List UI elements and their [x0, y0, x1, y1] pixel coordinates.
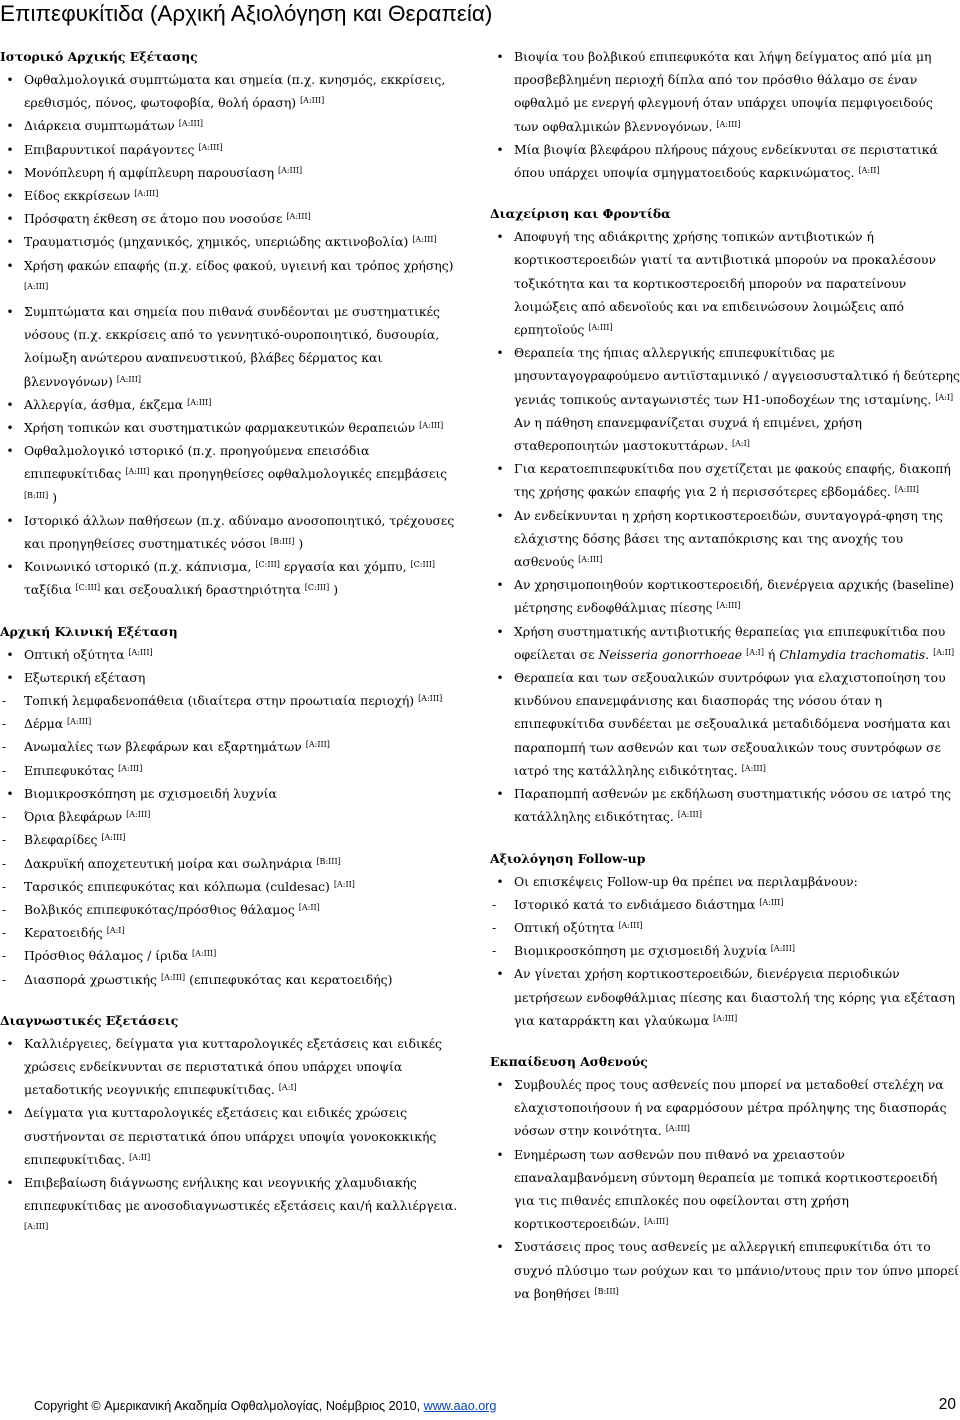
evidence-rating: [B:III] [316, 856, 341, 866]
list-item [0, 393, 470, 416]
bullet-marker: • [6, 443, 14, 459]
section-4 [490, 202, 960, 828]
evidence-rating: [A:III] [126, 810, 151, 820]
item-text: Τραυματισμός (μηχανικός, χημικός, υπεριώδης ακτινοβολία) [24, 234, 409, 250]
item-text: Διάρκεια συμπτωμάτων [24, 118, 175, 134]
item-text: Μονόπλευρη ή αμφίπλευρη παρουσίαση [24, 164, 274, 180]
item-text: Κερατοειδής [24, 925, 103, 941]
list-item [490, 138, 960, 184]
copyright-line [34, 1399, 496, 1413]
evidence-rating: [C:III] [75, 583, 101, 593]
list-item [0, 643, 470, 666]
evidence-rating: [A:II] [298, 902, 320, 912]
item-text: Αλλεργία, άσθμα, έκζεμα [24, 396, 184, 412]
item-text: ή [767, 646, 776, 662]
item-text: εργασία και χόμπυ, [283, 559, 407, 575]
evidence-rating: [A:III] [101, 833, 126, 843]
item-text: Διασπορά χρωστικής [24, 971, 157, 987]
item-text: Χρήση συστηματικής αντιβιοτικής θεραπείας για επιπεφυκίτιδα που οφείλεται σε [514, 623, 946, 662]
list-item [0, 555, 470, 601]
bullet-marker: • [496, 507, 504, 523]
sub-list-item [490, 893, 960, 916]
list-item [0, 161, 470, 184]
bullet-marker: • [496, 1239, 504, 1255]
section-heading: Αξιολόγηση Follow-up [490, 850, 646, 866]
copyright-text: Copyright © Αμερικανική Ακαδημία Οφθαλμολογίας, Νοέμβριος 2010, [34, 1399, 421, 1413]
bullet-marker: • [6, 1035, 14, 1051]
list-item [0, 1171, 470, 1241]
item-text: και σεξουαλική δραστηριότητα [104, 582, 301, 598]
list-item [0, 1032, 470, 1102]
dash-marker: - [2, 716, 7, 732]
evidence-rating: [A:III] [578, 555, 603, 565]
item-text: Αποφυγή της αδιάκριτης χρήσης τοπικών αντιβιοτικών ή κορτικοστεροειδών γιατί τα αντιβιοτικά μπορούν να προκαλέσουν τοξικότητα και τα κορτικοστεροειδή μπορούν να παρατείνουν λοιμώξεις από αδενοϊούς και να επιδεινώσουν λοιμώξεις από ερπητοϊούς [514, 229, 936, 338]
evidence-rating: [A:I] [935, 392, 954, 402]
evidence-rating: [A:III] [300, 96, 325, 106]
evidence-rating: [A:III] [178, 119, 203, 129]
dash-marker: - [2, 832, 7, 848]
item-text: Αν χρησιμοποιηθούν κορτικοστεροειδή, διενέργεια αρχικής (baseline) μέτρησης ενδοφθάλμιας πίεσης [514, 577, 955, 616]
section-heading: Εκπαίδευση Ασθενούς [490, 1053, 648, 1069]
evidence-rating: [A:III] [644, 1217, 669, 1227]
dash-marker: - [492, 896, 497, 912]
evidence-rating: [A:III] [716, 601, 741, 611]
evidence-rating: [A:III] [24, 281, 49, 291]
evidence-rating: [A:III] [116, 374, 141, 384]
evidence-rating: [A:II] [858, 166, 880, 176]
evidence-rating: [A:III] [118, 763, 143, 773]
section-5 [490, 847, 960, 1032]
organism-name: Neisseria gonorrhoeae [598, 646, 743, 662]
item-text: Δέρμα [24, 716, 64, 732]
section-heading: Αρχική Κλινική Εξέταση [0, 623, 178, 639]
bullet-marker: • [6, 669, 14, 685]
dash-marker: - [492, 919, 497, 935]
bullet-marker: • [496, 49, 504, 64]
bullet-marker: • [6, 257, 14, 273]
sub-list-item [490, 916, 960, 939]
bullet-marker: • [496, 786, 504, 802]
section-3 [490, 45, 960, 184]
evidence-rating: [A:I] [731, 439, 750, 449]
section-1 [0, 620, 470, 991]
item-text: ) [333, 582, 339, 598]
bullet-marker: • [496, 623, 504, 639]
item-text: Θεραπεία και των σεξουαλικών συντρόφων για ελαχιστοποίηση του κινδύνου επανεμφάνισης και διασποράς της νόσου όταν η επιπεφυκίτιδα συνδέεται με σεξουαλικά μεταδιδόμενα νοσήματα και παραπομπή των ασθενών και των σεξουαλικών τους συντρόφων σε ιατρό της κατάλληλης ειδικότητας. [514, 670, 952, 778]
item-text: Συμβουλές προς τους ασθενείς που μπορεί να μεταδοθεί στελέχη να ελαχιστοποιήσουν ή να εφαρμόσουν μέτρα πρόληψης της διασποράς νόσων στην κοινότητα. [514, 1076, 947, 1139]
section-heading: Διαχείριση και Φροντίδα [490, 206, 671, 222]
list-item [0, 666, 470, 689]
item-text: Ιστορικό κατά το ενδιάμεσο διάστημα [514, 896, 756, 912]
item-text: Βιομικροσκόπηση με σχισμοειδή λυχνία [514, 943, 767, 959]
section-list [0, 1032, 470, 1241]
evidence-rating: [A:II] [333, 879, 355, 889]
bullet-marker: • [6, 785, 14, 801]
evidence-rating: [A:II] [129, 1152, 151, 1162]
dash-marker: - [492, 943, 497, 959]
evidence-rating: [A:III] [894, 485, 919, 495]
bullet-marker: • [496, 577, 504, 593]
evidence-rating: [A:III] [713, 1013, 738, 1023]
bullet-marker: • [6, 72, 14, 87]
bullet-marker: • [496, 1076, 504, 1092]
bullet-marker: • [6, 646, 14, 662]
left-column [0, 45, 470, 1259]
evidence-rating: [A:I] [746, 647, 764, 657]
bullet-marker: • [496, 966, 504, 982]
item-text: Καλλιέργειες, δείγματα για κυτταρολογικές εξετάσεις και ειδικές χρώσεις ενδείκνυνται σε περιστατικά όπου υπάρχει υποψία μεταδοτικής νεογνικής επιπεφυκίτιδας. [24, 1035, 442, 1098]
item-text: Αν γίνεται χρήση κορτικοστεροειδών, διενέργεια περιοδικών μετρήσεων ενδοφθάλμιας πίεσης και διαστολή της κόρης για εξέταση για καταρράκτη και γλαύκωμα [514, 966, 955, 1028]
list-item [490, 782, 960, 828]
item-text: Επιβαρυντικοί παράγοντες [24, 141, 195, 157]
item-text: Αν ενδείκνυνται η χρήση κορτικοστεροειδών, συνταγογρά-φηση της ελάχιστης δόσης βάσει της ανταπόκρισης και της ανοχής του ασθενούς [514, 507, 943, 570]
evidence-rating: [A:III] [277, 165, 303, 175]
item-text: Οπτική οξύτητα [24, 646, 125, 662]
evidence-rating: [C:III] [255, 560, 280, 570]
item-text: ) [298, 536, 304, 552]
sub-list-item [0, 852, 470, 875]
evidence-rating: [A:III] [677, 810, 702, 820]
list-item [490, 620, 960, 666]
item-text: Παραπομπή ασθενών με εκδήλωση συστηματικής νόσου σε ιατρό της κατάλληλης ειδικότητας. [514, 786, 952, 825]
evidence-rating: [A:III] [305, 740, 330, 750]
list-item [490, 870, 960, 893]
sub-list-item [0, 689, 470, 712]
bullet-marker: • [6, 234, 14, 250]
section-2 [0, 1009, 470, 1241]
evidence-rating: [A:III] [759, 897, 784, 907]
item-text: Ανωμαλίες των βλεφάρων και εξαρτημάτων [24, 739, 302, 755]
sub-list-item [0, 968, 470, 991]
list-item [490, 225, 960, 341]
bullet-marker: • [6, 188, 14, 204]
evidence-rating: [A:III] [187, 397, 212, 407]
sub-list-item [0, 944, 470, 967]
evidence-rating: [B:III] [594, 1286, 619, 1296]
list-item [490, 1143, 960, 1236]
section-list [490, 45, 960, 184]
bullet-marker: • [496, 670, 504, 686]
item-text: (επιπεφυκότας και κερατοειδής) [189, 971, 393, 987]
page-title: Επιπεφυκίτιδα (Αρχική Αξιολόγηση και Θεραπεία) [0, 1, 493, 26]
bullet-marker: • [496, 141, 504, 157]
section-heading: Διαγνωστικές Εξετάσεις [0, 1012, 179, 1028]
sub-list-item [0, 898, 470, 921]
evidence-rating: [A:III] [160, 972, 186, 982]
evidence-rating: [A:I] [278, 1083, 297, 1093]
item-text: και προηγηθείσες οφθαλμολογικές επεμβάσεις [153, 466, 448, 482]
section-list [0, 643, 470, 991]
item-text: Χρήση φακών επαφής (π.χ. είδος φακού, υγιεινή και τρόπος χρήσης) [24, 257, 454, 273]
bullet-marker: • [6, 559, 14, 575]
list-item [490, 457, 960, 503]
section-list [490, 225, 960, 828]
item-text: Χρήση τοπικών και συστηματικών φαρμακευτικών θεραπειών [24, 420, 416, 436]
bullet-marker: • [6, 420, 14, 436]
bullet-marker: • [6, 164, 14, 180]
section-list [490, 1073, 960, 1305]
list-item [0, 300, 470, 393]
sub-list-item [490, 939, 960, 962]
sub-list-item [0, 875, 470, 898]
list-item [490, 962, 960, 1032]
section-list [0, 68, 470, 602]
aao-website-link[interactable]: www.aao.org [423, 1399, 497, 1413]
section-list [490, 870, 960, 1032]
page-number: 20 [938, 1396, 956, 1413]
evidence-rating: [C:III] [410, 560, 436, 570]
sub-list-item [0, 805, 470, 828]
dash-marker: - [2, 901, 7, 917]
list-item [0, 439, 470, 509]
item-text: Δακρυϊκή αποχετευτική μοίρα και σωληνάρια [24, 855, 313, 871]
evidence-rating: [A:III] [665, 1124, 690, 1134]
item-text: Οι επισκέψεις Follow-up θα πρέπει να περιλαμβάνουν: [514, 873, 858, 889]
item-text: Όρια βλεφάρων [24, 809, 123, 825]
list-item [0, 230, 470, 253]
dash-marker: - [2, 855, 7, 871]
item-text: Πρόσθιος θάλαμος / ίριδα [24, 948, 189, 964]
list-item [0, 416, 470, 439]
item-text: Ενημέρωση των ασθενών που πιθανό να χρειαστούν επαναλαμβανόμενη σύντομη θεραπεία με τοπικά κορτικοστεροειδή για τις πιθανές επιπλοκές που οφείλονται στη χρήση κορτικοστεροειδών. [514, 1146, 938, 1232]
evidence-rating: [B:III] [24, 490, 49, 500]
evidence-rating: [A:III] [588, 323, 613, 333]
bullet-marker: • [496, 873, 504, 889]
sub-list-item [0, 712, 470, 735]
item-text: ) [52, 489, 58, 505]
list-item [0, 207, 470, 230]
evidence-rating: [A:III] [770, 944, 795, 954]
sub-list-item [0, 921, 470, 944]
list-item [490, 1235, 960, 1305]
evidence-rating: [A:II] [933, 647, 955, 657]
item-text: Θεραπεία της ήπιας αλλεργικής επιπεφυκίτιδας με μησυνταγογραφούμενο αντιϊσταμινικό / αγγειοσυσταλτικό ή δεύτερης γενιάς τοπικούς ανταγωνιστές των Η1-υποδοχέων της ισταμίνης. [514, 345, 960, 407]
bullet-marker: • [496, 229, 504, 245]
list-item [0, 184, 470, 207]
evidence-rating: [A:III] [716, 119, 741, 129]
bullet-marker: • [6, 118, 14, 134]
item-text: Επιπεφυκότας [24, 762, 115, 778]
list-item [0, 68, 470, 114]
list-item [0, 782, 470, 805]
evidence-rating: [A:III] [419, 421, 444, 431]
list-item [490, 573, 960, 619]
list-item [0, 254, 470, 300]
dash-marker: - [2, 693, 7, 709]
evidence-rating: [A:III] [125, 467, 150, 477]
item-text: Επιβεβαίωση διάγνωσης ενήλικης και νεογνικής χλαμυδιακής επιπεφυκίτιδας με ανοσοδιαγνωστικές εξετάσεις και/ή καλλιέργεια. [24, 1174, 458, 1214]
list-item [490, 1073, 960, 1143]
list-item [0, 509, 470, 555]
item-text: Συμπτώματα και σημεία που πιθανά συνδέονται με συστηματικές νόσους (π.χ. εκκρίσεις από το γεννητικό-ουροποιητικό, δυσουρία, λοίμωξη ανώτερου αναπνευστικού, βλάβες δέρματος και βλεννογόνων) [24, 304, 440, 389]
item-text: Ταρσικός επιπεφυκότας και κόλπωμα (culdesac) [24, 878, 330, 894]
dash-marker: - [2, 809, 7, 825]
bullet-marker: • [496, 1146, 504, 1162]
organism-name: Chlamydia trachomatis. [779, 646, 930, 662]
evidence-rating: [A:III] [134, 189, 159, 199]
sub-list-item [0, 735, 470, 758]
item-text: Οφθαλμολογικά συμπτώματα και σημεία (π.χ. κνησμός, εκκρίσεις, ερεθισμός, πόνος, φωτοφοβία, θολή όραση) [24, 72, 446, 111]
bullet-marker: • [6, 141, 14, 157]
sub-list-item [0, 828, 470, 851]
evidence-rating: [B:III] [270, 537, 295, 547]
item-text: Οφθαλμολογικό ιστορικό (π.χ. προηγούμενα επεισόδια επιπεφυκίτιδας [24, 443, 370, 482]
page-footer [0, 1396, 960, 1416]
item-text: Είδος εκκρίσεων [24, 188, 131, 204]
section-0 [0, 45, 470, 602]
evidence-rating: [A:III] [286, 212, 311, 222]
sub-list-item [0, 759, 470, 782]
bullet-marker: • [6, 1105, 14, 1121]
evidence-rating: [A:III] [412, 235, 437, 245]
item-text: Δείγματα για κυτταρολογικές εξετάσεις και ειδικές χρώσεις συστήνονται σε περιστατικά όπου υπάρχει υποψία γονοκοκκικής επιπεφυκίτιδας. [24, 1105, 437, 1167]
item-text: Πρόσφατη έκθεση σε άτομο που νοσούσε [24, 211, 283, 227]
item-text: Βιοψία του βολβικού επιπεφυκότα και λήψη δείγματος από μία μη προσβεβλημένη περιοχή δίπλα από τον πρόσθιο θάλαμο σε έναν οφθαλμό με ενεργή φλεγμονή όταν υπάρχει υποψία πεμφιγοειδούς των οφθαλμικών βλεννογόνων. [514, 49, 933, 134]
bullet-marker: • [6, 211, 14, 227]
evidence-rating: [A:III] [24, 1222, 49, 1232]
right-column [490, 45, 960, 1323]
item-text: Αν η πάθηση επανεμφανίζεται συχνά ή επιμένει, χρήση σταθεροποιητών μαστοκυττάρων. [514, 414, 862, 454]
evidence-rating: [A:III] [741, 763, 766, 773]
item-text: Βολβικός επιπεφυκότας/πρόσθιος θάλαμος [24, 901, 295, 917]
evidence-rating: [A:I] [106, 926, 125, 936]
item-text: Οπτική οξύτητα [514, 919, 615, 935]
item-text: Τοπική λεμφαδενοπάθεια (ιδιαίτερα στην προωτιαία περιοχή) [24, 693, 415, 709]
item-text: Συστάσεις προς τους ασθενείς με αλλεργική επιπεφυκίτιδα ότι το συχνό πλύσιμο των ρούχων και το μπάνιο/ντους πριν τον ύπνο μπορεί να βοηθήσει [514, 1239, 959, 1301]
bullet-marker: • [6, 1174, 14, 1190]
section-6 [490, 1050, 960, 1305]
list-item [490, 666, 960, 782]
dash-marker: - [2, 739, 7, 755]
evidence-rating: [A:III] [198, 142, 223, 152]
dash-marker: - [2, 948, 7, 964]
evidence-rating: [A:III] [618, 920, 643, 930]
item-text: ταξίδια [24, 582, 72, 598]
list-item [490, 45, 960, 138]
evidence-rating: [A:III] [67, 717, 92, 727]
dash-marker: - [2, 878, 7, 894]
bullet-marker: • [496, 345, 504, 361]
list-item [0, 138, 470, 161]
evidence-rating: [A:III] [128, 647, 153, 657]
dash-marker: - [2, 762, 7, 778]
evidence-rating: [A:III] [418, 694, 443, 704]
item-text: Ιστορικό άλλων παθήσεων (π.χ. αδύναμο ανοσοποιητικό, τρέχουσες και προηγηθείσες συστηματικές νόσοι [24, 512, 455, 552]
bullet-marker: • [6, 304, 14, 320]
section-heading: Ιστορικό Αρχικής Εξέτασης [0, 49, 198, 64]
dash-marker: - [2, 971, 7, 987]
item-text: Κοινωνικό ιστορικό (π.χ. κάπνισμα, [24, 559, 252, 575]
evidence-rating: [C:III] [304, 583, 330, 593]
item-text: Για κερατοεπιπεφυκίτιδα που σχετίζεται με φακούς επαφής, διακοπή της χρήσης φακών επαφής για 2 ή περισσότερες εβδομάδες. [514, 461, 951, 500]
evidence-rating: [A:III] [192, 949, 217, 959]
item-text: Βιομικροσκόπηση με σχισμοειδή λυχνία [24, 785, 277, 801]
list-item [490, 504, 960, 574]
list-item [0, 114, 470, 137]
list-item [490, 341, 960, 457]
dash-marker: - [2, 925, 7, 941]
bullet-marker: • [6, 512, 14, 528]
item-text: Βλεφαρίδες [24, 832, 98, 848]
item-text: Εξωτερική εξέταση [24, 669, 146, 685]
bullet-marker: • [496, 461, 504, 477]
bullet-marker: • [6, 396, 14, 412]
list-item [0, 1101, 470, 1171]
item-text: Μία βιοψία βλεφάρου πλήρους πάχους ενδείκνυται σε περιστατικά όπου υπάρχει υποψία σμηγματοειδούς καρκινώματος. [514, 141, 938, 181]
